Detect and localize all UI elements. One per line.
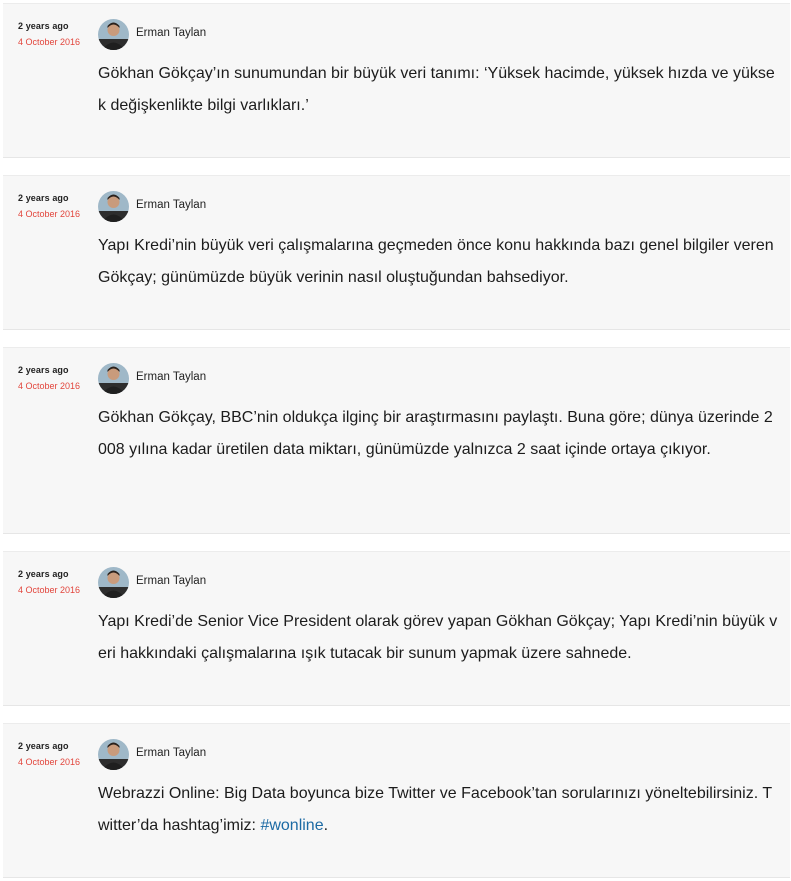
post-text-main: Webrazzi Online: Big Data boyunca bize Twitter ve Facebook’tan sorularınızı yöneltebilirsiniz. Twitter’da hashtag’imiz: [98,785,773,834]
avatar-image [98,363,129,394]
post-meta [18,365,80,391]
relative-time: 2 years ago [18,21,69,31]
avatar[interactable] [98,19,129,50]
post-card [3,551,790,706]
post-date[interactable]: 4 October 2016 [18,585,81,595]
relative-time: 2 years ago [18,193,69,203]
post-card [3,347,790,534]
post-card [3,723,790,878]
avatar-image [98,567,129,598]
avatar[interactable] [98,191,129,222]
post-date[interactable]: 4 October 2016 [18,209,81,219]
author-name[interactable]: Erman Taylan [136,575,207,587]
post-text-end: . [323,817,329,834]
avatar[interactable] [98,739,129,770]
avatar-image [98,739,129,770]
avatar-image [98,191,129,222]
avatar[interactable] [98,567,129,598]
relative-time: 2 years ago [18,741,69,751]
post-text: Gökhan Gökçay’ın sunumundan bir büyük veri tanımı: ‘Yüksek hacimde, yüksek hızda ve yüksek değişkenlikte bilgi varlıkları.’ [98,65,775,114]
hashtag-link[interactable]: #wonline [260,817,324,834]
avatar[interactable] [98,363,129,394]
post-meta [18,569,80,595]
post-date[interactable]: 4 October 2016 [18,757,81,767]
post-date[interactable]: 4 October 2016 [18,381,81,391]
relative-time: 2 years ago [18,365,69,375]
post-date[interactable]: 4 October 2016 [18,37,81,47]
relative-time: 2 years ago [18,569,69,579]
post-text [98,778,778,842]
author-name[interactable]: Erman Taylan [136,747,207,759]
post-text: Yapı Kredi’nin büyük veri çalışmalarına geçmeden önce konu hakkında bazı genel bilgiler veren Gökçay; günümüzde büyük verinin nasıl oluştuğundan bahsediyor. [98,237,774,286]
author-name[interactable]: Erman Taylan [136,371,207,383]
post-card [3,175,790,330]
post-text: Gökhan Gökçay, BBC’nin oldukça ilginç bir araştırmasını paylaştı. Buna göre; dünya üzerinde 2008 yılına kadar üretilen data miktarı, günümüzde yalnızca 2 saat içinde ortaya çıkıyor. [98,409,773,458]
avatar-image [98,19,129,50]
post-meta [18,193,80,219]
post-meta [18,21,80,47]
post-text: Yapı Kredi’de Senior Vice President olarak görev yapan Gökhan Gökçay; Yapı Kredi’nin büyük veri hakkındaki çalışmalarına ışık tutacak bir sunum yapmak üzere sahnede. [98,613,778,662]
post-card [3,3,790,158]
author-name[interactable]: Erman Taylan [136,199,207,211]
post-meta [18,741,80,767]
author-name[interactable]: Erman Taylan [136,27,207,39]
